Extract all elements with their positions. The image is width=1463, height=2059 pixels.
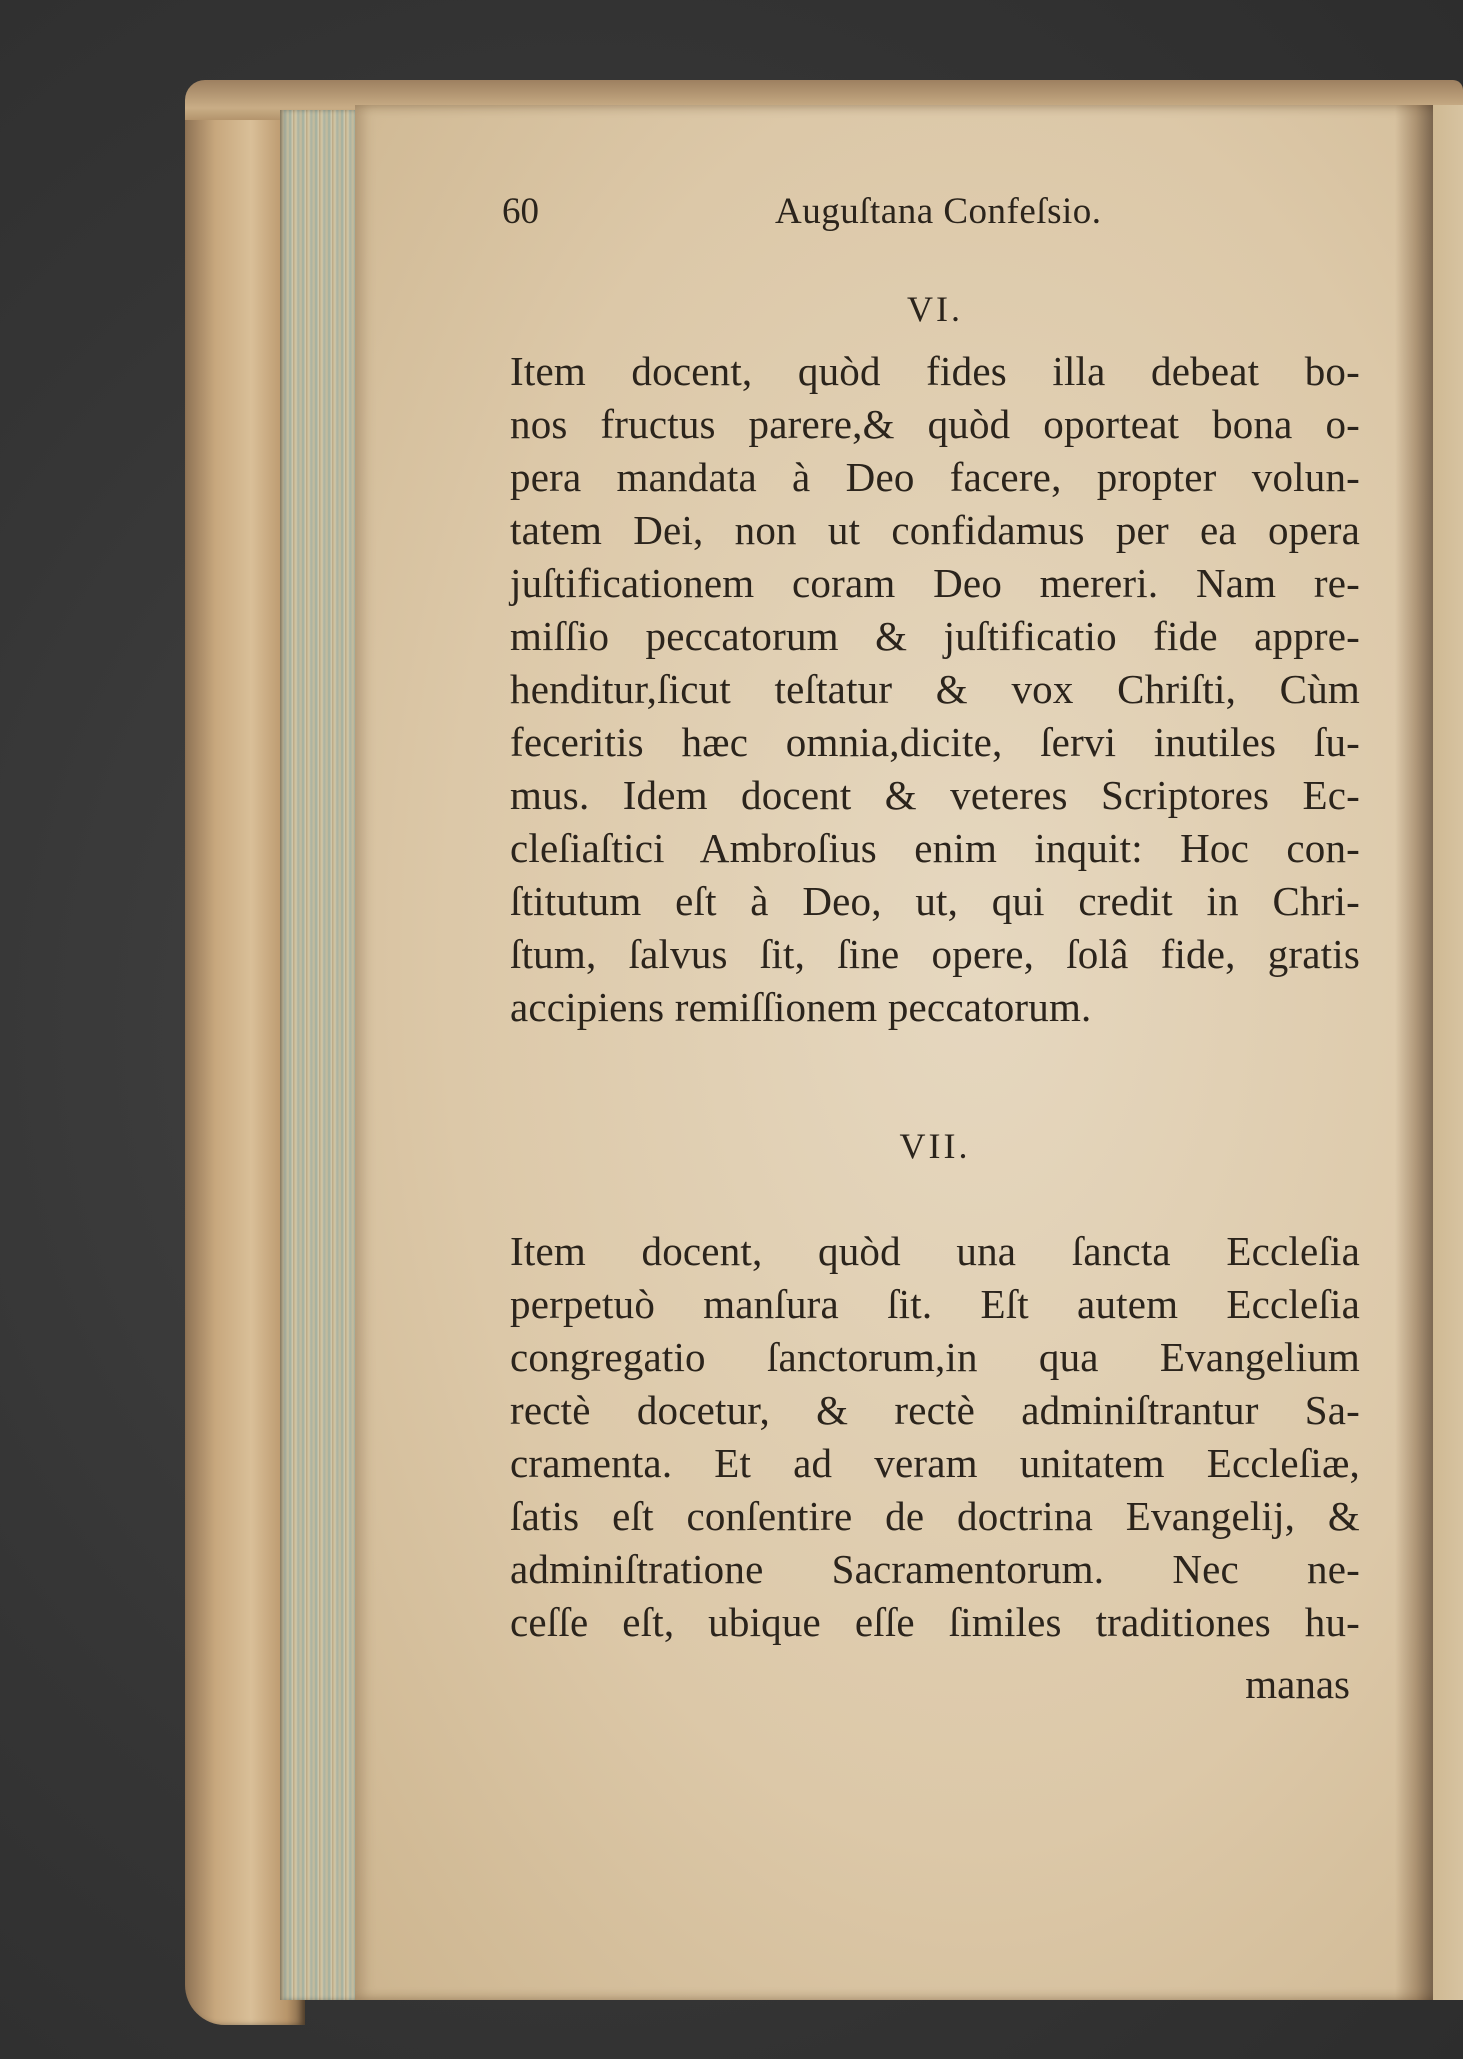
page-number: 60	[502, 191, 539, 232]
text-line: mus. Idem docent & veteres Scriptores Ec-	[510, 772, 1360, 818]
text-line: ſtum, ſalvus ſit, ſine opere, ſolâ fide, gratis	[510, 931, 1360, 977]
section-number-vii: VII.	[899, 1126, 971, 1166]
text-line: accipiens remiſſionem peccatorum.	[510, 984, 1092, 1030]
text-line: cleſiaſtici Ambroſius enim inquit: Hoc con-	[510, 825, 1360, 871]
facing-page-edge	[1433, 105, 1463, 2000]
text-line: henditur,ſicut teſtatur & vox Chriſti, Cùm	[510, 666, 1360, 712]
text-line: miſſio peccatorum & juſtificatio fide appre-	[510, 613, 1360, 659]
text-line: Item docent, quòd fides illa debeat bo-	[510, 348, 1360, 394]
text-line: nos fructus parere,& quòd oporteat bona o-	[510, 401, 1360, 447]
text-line: adminiſtratione Sacramentorum. Nec ne-	[510, 1546, 1360, 1592]
running-head	[502, 190, 1360, 240]
text-line: juſtificationem coram Deo mereri. Nam re-	[510, 560, 1360, 606]
running-title: Auguſtana Confeſsio.	[775, 191, 1102, 232]
catchword: manas	[1245, 1661, 1350, 1707]
page-gutter	[1395, 105, 1433, 2000]
section-vii-paragraph	[510, 1225, 1360, 1649]
text-line: Item docent, quòd una ſancta Eccleſia	[510, 1228, 1360, 1274]
text-line: tatem Dei, non ut confidamus per ea opera	[510, 507, 1360, 553]
text-line: rectè docetur, & rectè adminiſtrantur Sa-	[510, 1387, 1360, 1433]
text-line: perpetuò manſura ſit. Eſt autem Eccleſia	[510, 1281, 1360, 1327]
section-vi-paragraph	[510, 345, 1360, 1034]
text-line: ceſſe eſt, ubique eſſe ſimiles traditiones hu-	[510, 1599, 1360, 1645]
text-line: pera mandata à Deo facere, propter volun-	[510, 454, 1360, 500]
text-line: congregatio ſanctorum,in qua Evangelium	[510, 1334, 1360, 1380]
section-number-vi: VI.	[907, 289, 963, 329]
text-line: ſatis eſt conſentire de doctrina Evangelij, &	[510, 1493, 1360, 1539]
text-line: feceritis hæc omnia,dicite, ſervi inutiles ſu-	[510, 719, 1360, 765]
text-line: ſtitutum eſt à Deo, ut, qui credit in Chri-	[510, 878, 1360, 924]
text-line: cramenta. Et ad veram unitatem Eccleſiæ,	[510, 1440, 1360, 1486]
